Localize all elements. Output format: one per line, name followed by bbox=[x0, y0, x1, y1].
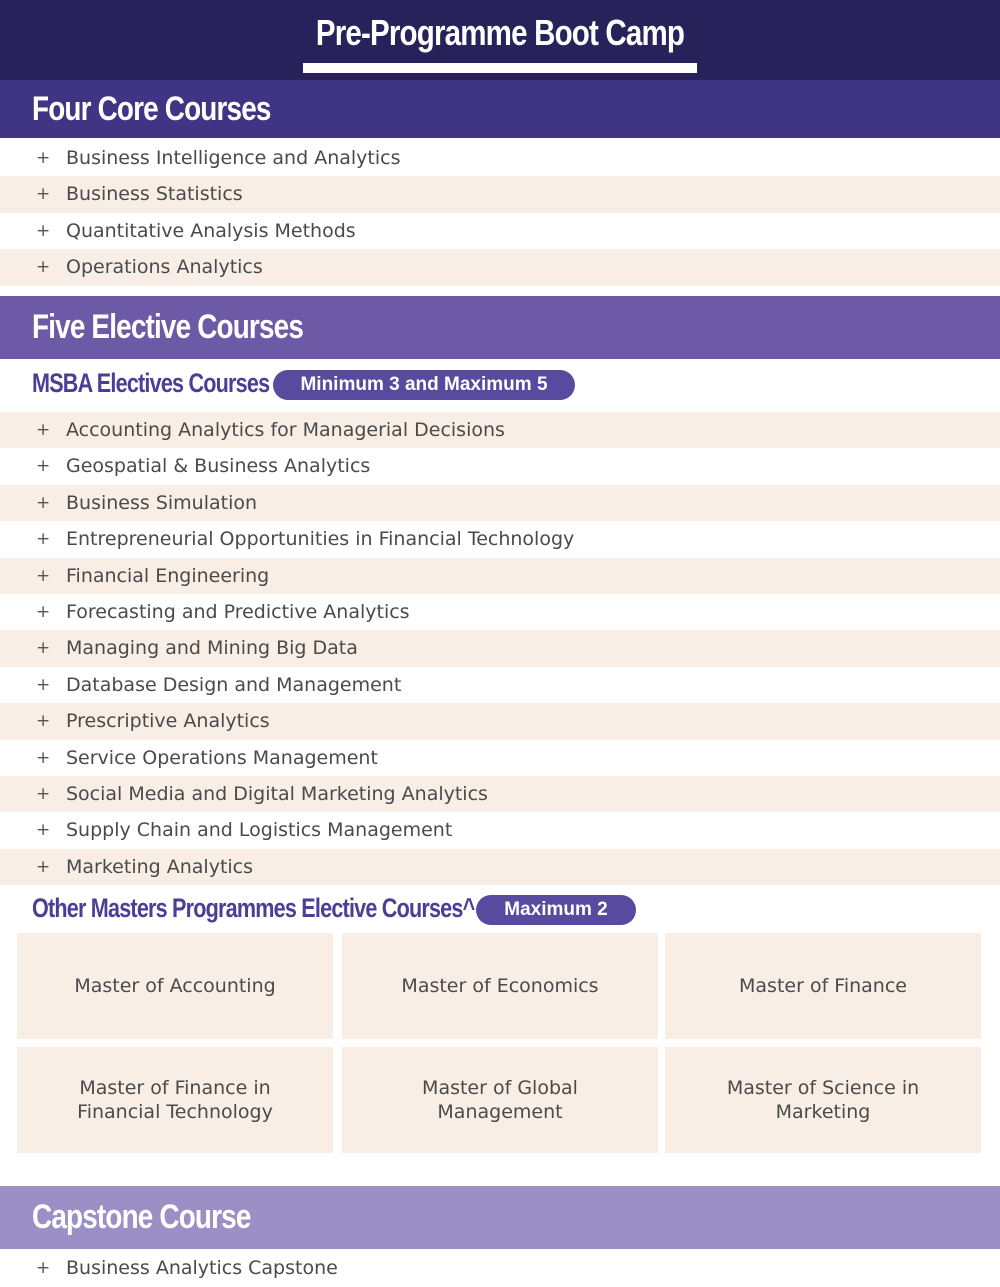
programme-cell: Master of Economics bbox=[342, 933, 658, 1039]
programme-cell: Master of Accounting bbox=[17, 933, 333, 1039]
programme-cell: Master of Finance bbox=[665, 933, 981, 1039]
programme-cell: Master of Global Management bbox=[342, 1047, 658, 1153]
plus-icon: + bbox=[36, 747, 51, 768]
other-requirement-badge: Maximum 2 bbox=[476, 895, 636, 925]
list-item: + Accounting Analytics for Managerial Decisions bbox=[0, 412, 1000, 448]
plus-icon: + bbox=[36, 783, 51, 804]
other-masters-electives-heading: Other Masters Programmes Elective Courses^ bbox=[32, 893, 475, 923]
plus-icon: + bbox=[36, 711, 51, 732]
list-item: + Forecasting and Predictive Analytics bbox=[0, 594, 1000, 630]
plus-icon: + bbox=[36, 601, 51, 622]
plus-icon: + bbox=[36, 1258, 51, 1278]
plus-icon: + bbox=[36, 420, 51, 440]
plus-icon: + bbox=[36, 565, 51, 586]
plus-icon: + bbox=[36, 257, 51, 278]
boot-camp-title: Pre-Programme Boot Camp bbox=[315, 12, 685, 53]
title-underline bbox=[303, 63, 697, 73]
list-item: + Prescriptive Analytics bbox=[0, 703, 1000, 739]
elective-courses-header: Five Elective Courses bbox=[0, 296, 1000, 359]
plus-icon: + bbox=[36, 456, 51, 477]
list-item: + Managing and Mining Big Data bbox=[0, 630, 1000, 666]
core-courses-list bbox=[0, 140, 1000, 286]
core-courses-header: Four Core Courses bbox=[0, 80, 1000, 138]
plus-icon: + bbox=[36, 184, 51, 205]
list-item: + Business Statistics bbox=[0, 176, 1000, 212]
list-item: + Business Analytics Capstone bbox=[0, 1250, 1000, 1286]
other-programmes-grid bbox=[17, 933, 983, 1155]
plus-icon: + bbox=[36, 856, 51, 877]
list-item: + Business Simulation bbox=[0, 485, 1000, 521]
list-item: + Service Operations Management bbox=[0, 740, 1000, 776]
programme-cell: Master of Finance in Financial Technology bbox=[17, 1047, 333, 1153]
list-item: + Geospatial & Business Analytics bbox=[0, 448, 1000, 484]
list-item: + Quantitative Analysis Methods bbox=[0, 213, 1000, 249]
plus-icon: + bbox=[36, 820, 51, 841]
msba-electives-list bbox=[0, 412, 1000, 885]
plus-icon: + bbox=[36, 529, 51, 550]
list-item: + Operations Analytics bbox=[0, 249, 1000, 285]
list-item: + Business Intelligence and Analytics bbox=[0, 140, 1000, 176]
msba-electives-heading: MSBA Electives Courses bbox=[32, 368, 270, 398]
list-item: + Database Design and Management bbox=[0, 667, 1000, 703]
programme-cell: Master of Science in Marketing bbox=[665, 1047, 981, 1153]
list-item: + Marketing Analytics bbox=[0, 849, 1000, 885]
plus-icon: + bbox=[36, 638, 51, 659]
plus-icon: + bbox=[36, 492, 51, 513]
plus-icon: + bbox=[36, 674, 51, 695]
capstone-course-header: Capstone Course bbox=[0, 1186, 1000, 1249]
plus-icon: + bbox=[36, 148, 51, 168]
list-item: + Social Media and Digital Marketing Analytics bbox=[0, 776, 1000, 812]
plus-icon: + bbox=[36, 220, 51, 241]
capstone-courses-list bbox=[0, 1250, 1000, 1286]
list-item: + Entrepreneurial Opportunities in Financial Technology bbox=[0, 521, 1000, 557]
list-item: + Supply Chain and Logistics Management bbox=[0, 812, 1000, 848]
msba-requirement-badge: Minimum 3 and Maximum 5 bbox=[273, 370, 575, 400]
list-item: + Financial Engineering bbox=[0, 558, 1000, 594]
